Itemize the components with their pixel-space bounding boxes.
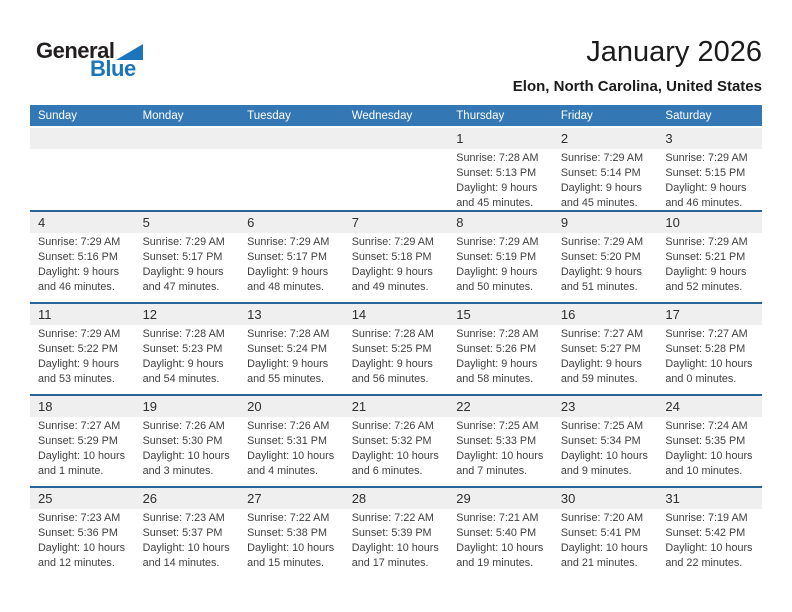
sunset-text: Sunset: 5:34 PM	[560, 435, 641, 447]
daylight-text-line2: and 10 minutes.	[665, 465, 743, 477]
day-number: 16	[560, 307, 576, 322]
day-cell-details	[344, 327, 449, 387]
sunset-text: Sunset: 5:38 PM	[247, 527, 327, 539]
sunset-text: Sunset: 5:42 PM	[665, 527, 746, 539]
day-number: 17	[665, 307, 680, 322]
daylight-text-line2: and 4 minutes.	[247, 465, 318, 477]
day-number: 18	[38, 399, 53, 414]
daylight-text-line1: Daylight: 10 hours	[38, 450, 126, 462]
weekday-header-row	[30, 105, 762, 126]
day-number: 30	[560, 491, 576, 506]
sunset-text: Sunset: 5:13 PM	[456, 167, 537, 179]
day-cell-details	[657, 151, 762, 211]
sunrise-text: Sunrise: 7:29 AM	[665, 152, 748, 164]
sunset-text: Sunset: 5:40 PM	[456, 527, 537, 539]
daylight-text-line1: Daylight: 10 hours	[351, 450, 439, 462]
calendar-table	[30, 105, 762, 578]
daylight-text-line2: and 48 minutes.	[247, 281, 324, 293]
daylight-text-line1: Daylight: 10 hours	[665, 542, 753, 554]
daylight-text-line2: and 58 minutes.	[456, 373, 534, 385]
sunrise-text: Sunrise: 7:29 AM	[665, 236, 748, 248]
daylight-text-line2: and 14 minutes.	[142, 557, 220, 569]
day-cell-details	[30, 235, 135, 295]
daylight-text-line2: and 47 minutes.	[142, 281, 220, 293]
day-number: 10	[665, 215, 680, 230]
sunrise-text: Sunrise: 7:22 AM	[351, 512, 434, 524]
daylight-text-line2: and 0 minutes.	[665, 373, 737, 385]
sunset-text: Sunset: 5:31 PM	[247, 435, 327, 447]
sunrise-text: Sunrise: 7:21 AM	[456, 512, 539, 524]
weekday-header-tuesday: Tuesday	[247, 109, 291, 122]
sunrise-text: Sunrise: 7:28 AM	[351, 328, 434, 340]
daylight-text-line1: Daylight: 10 hours	[247, 450, 335, 462]
day-number: 3	[665, 131, 673, 146]
day-number: 26	[142, 491, 158, 506]
day-number: 25	[38, 491, 53, 506]
daylight-text-line1: Daylight: 9 hours	[456, 358, 538, 370]
daylight-text-line2: and 55 minutes.	[247, 373, 324, 385]
day-cell-details	[239, 511, 344, 571]
day-number: 24	[665, 399, 680, 414]
day-cell-details	[30, 419, 135, 479]
sunrise-text: Sunrise: 7:25 AM	[560, 420, 644, 432]
day-cell-details	[553, 327, 658, 387]
daylight-text-line1: Daylight: 10 hours	[456, 450, 544, 462]
daylight-text-line2: and 53 minutes.	[38, 373, 115, 385]
day-cell-details	[135, 235, 240, 295]
day-number: 5	[142, 215, 150, 230]
sunrise-text: Sunrise: 7:29 AM	[142, 236, 225, 248]
daylight-text-line1: Daylight: 9 hours	[456, 182, 538, 194]
day-cell-details	[239, 419, 344, 479]
daylight-text-line2: and 9 minutes.	[560, 465, 632, 477]
day-number: 21	[351, 399, 367, 414]
sunrise-text: Sunrise: 7:19 AM	[665, 512, 748, 524]
sunrise-text: Sunrise: 7:29 AM	[560, 236, 644, 248]
daylight-text-line1: Daylight: 10 hours	[142, 450, 230, 462]
day-cell-details	[344, 235, 449, 295]
sunrise-text: Sunrise: 7:29 AM	[456, 236, 539, 248]
sunrise-text: Sunrise: 7:27 AM	[38, 420, 121, 432]
sunrise-text: Sunrise: 7:29 AM	[560, 152, 644, 164]
day-number: 13	[247, 307, 262, 322]
daylight-text-line1: Daylight: 9 hours	[560, 182, 642, 194]
day-cell-details	[135, 419, 240, 479]
daylight-text-line1: Daylight: 10 hours	[247, 542, 335, 554]
day-cell-details	[30, 327, 135, 387]
weekday-header-friday: Friday	[560, 109, 593, 122]
day-cell-details	[344, 419, 449, 479]
day-cell-details	[344, 151, 449, 211]
sunset-text: Sunset: 5:29 PM	[38, 435, 118, 447]
sunset-text: Sunset: 5:17 PM	[142, 251, 223, 263]
sunrise-text: Sunrise: 7:28 AM	[456, 152, 539, 164]
sunrise-text: Sunrise: 7:29 AM	[247, 236, 330, 248]
daylight-text-line2: and 3 minutes.	[142, 465, 214, 477]
week-row	[30, 394, 762, 486]
weekday-header-monday: Monday	[142, 109, 184, 122]
day-number: 4	[38, 215, 46, 230]
week-row	[30, 210, 762, 302]
day-number-band	[30, 212, 762, 233]
sunrise-text: Sunrise: 7:20 AM	[560, 512, 644, 524]
sunrise-text: Sunrise: 7:26 AM	[351, 420, 434, 432]
day-cell-details	[657, 419, 762, 479]
sunrise-text: Sunrise: 7:25 AM	[456, 420, 539, 432]
day-cell-details	[239, 235, 344, 295]
daylight-text-line2: and 52 minutes.	[665, 281, 743, 293]
day-cell-details	[448, 327, 553, 387]
daylight-text-line1: Daylight: 10 hours	[38, 542, 126, 554]
sunset-text: Sunset: 5:33 PM	[456, 435, 537, 447]
daylight-text-line1: Daylight: 10 hours	[456, 542, 544, 554]
sunset-text: Sunset: 5:16 PM	[38, 251, 118, 263]
sunrise-text: Sunrise: 7:29 AM	[351, 236, 434, 248]
day-number: 20	[247, 399, 262, 414]
week-row	[30, 302, 762, 394]
day-cell-details	[30, 151, 135, 211]
sunrise-text: Sunrise: 7:26 AM	[142, 420, 225, 432]
day-cell-details	[135, 511, 240, 571]
daylight-text-line2: and 6 minutes.	[351, 465, 423, 477]
day-cell-details	[657, 327, 762, 387]
sunset-text: Sunset: 5:36 PM	[38, 527, 118, 539]
daylight-text-line2: and 49 minutes.	[351, 281, 429, 293]
title-block	[513, 36, 762, 95]
day-cell-details	[448, 419, 553, 479]
day-cell-details	[448, 235, 553, 295]
sunset-text: Sunset: 5:21 PM	[665, 251, 746, 263]
daylight-text-line1: Daylight: 9 hours	[665, 266, 747, 278]
daylight-text-line2: and 17 minutes.	[351, 557, 429, 569]
day-number: 12	[142, 307, 158, 322]
sunrise-text: Sunrise: 7:23 AM	[38, 512, 121, 524]
sunrise-text: Sunrise: 7:22 AM	[247, 512, 330, 524]
day-details-row	[30, 233, 762, 295]
sunset-text: Sunset: 5:19 PM	[456, 251, 537, 263]
day-cell-details	[657, 511, 762, 571]
day-cell-details	[553, 419, 658, 479]
sunset-text: Sunset: 5:18 PM	[351, 251, 432, 263]
sunrise-text: Sunrise: 7:24 AM	[665, 420, 748, 432]
day-cell-details	[553, 235, 658, 295]
daylight-text-line2: and 54 minutes.	[142, 373, 220, 385]
day-number: 2	[560, 131, 569, 146]
daylight-text-line1: Daylight: 9 hours	[351, 358, 433, 370]
day-number: 23	[560, 399, 576, 414]
day-number-band	[30, 396, 762, 417]
daylight-text-line1: Daylight: 9 hours	[560, 266, 642, 278]
day-number: 9	[560, 215, 569, 230]
weekday-header-saturday: Saturday	[665, 109, 712, 122]
day-number-band	[30, 488, 762, 509]
daylight-text-line2: and 59 minutes.	[560, 373, 638, 385]
daylight-text-line1: Daylight: 9 hours	[142, 358, 224, 370]
daylight-text-line1: Daylight: 9 hours	[247, 358, 329, 370]
sunset-text: Sunset: 5:37 PM	[142, 527, 223, 539]
sunset-text: Sunset: 5:22 PM	[38, 343, 118, 355]
day-cell-details	[657, 235, 762, 295]
weeks-container	[30, 128, 762, 578]
sunset-text: Sunset: 5:20 PM	[560, 251, 641, 263]
day-cell-details	[448, 511, 553, 571]
sunrise-text: Sunrise: 7:27 AM	[665, 328, 748, 340]
daylight-text-line1: Daylight: 9 hours	[247, 266, 329, 278]
daylight-text-line2: and 19 minutes.	[456, 557, 534, 569]
sunset-text: Sunset: 5:41 PM	[560, 527, 641, 539]
weekday-header-thursday: Thursday	[456, 109, 505, 122]
day-cell-details	[135, 151, 240, 211]
day-number: 14	[351, 307, 367, 322]
day-number-band	[30, 128, 762, 149]
day-number: 31	[665, 491, 680, 506]
sunset-text: Sunset: 5:39 PM	[351, 527, 432, 539]
daylight-text-line1: Daylight: 10 hours	[665, 450, 753, 462]
day-number-band	[30, 304, 762, 325]
weekday-header-sunday: Sunday	[38, 109, 78, 122]
day-number: 29	[456, 491, 471, 506]
sunset-text: Sunset: 5:28 PM	[665, 343, 746, 355]
day-number: 11	[38, 307, 52, 322]
daylight-text-line2: and 45 minutes.	[560, 197, 638, 209]
daylight-text-line2: and 46 minutes.	[665, 197, 743, 209]
daylight-text-line1: Daylight: 9 hours	[351, 266, 433, 278]
day-cell-details	[239, 151, 344, 211]
weekday-header-wednesday: Wednesday	[351, 109, 413, 122]
day-details-row	[30, 149, 762, 211]
sunset-text: Sunset: 5:32 PM	[351, 435, 432, 447]
daylight-text-line2: and 51 minutes.	[560, 281, 638, 293]
day-number: 19	[142, 399, 158, 414]
day-number: 28	[351, 491, 367, 506]
day-number: 1	[456, 131, 464, 146]
sunset-text: Sunset: 5:23 PM	[142, 343, 223, 355]
daylight-text-line2: and 1 minute.	[38, 465, 104, 477]
daylight-text-line1: Daylight: 10 hours	[560, 542, 648, 554]
day-number: 22	[456, 399, 471, 414]
day-cell-details	[239, 327, 344, 387]
daylight-text-line1: Daylight: 9 hours	[38, 358, 120, 370]
daylight-text-line1: Daylight: 9 hours	[38, 266, 120, 278]
day-number: 15	[456, 307, 471, 322]
daylight-text-line1: Daylight: 9 hours	[142, 266, 224, 278]
daylight-text-line1: Daylight: 10 hours	[351, 542, 439, 554]
sunset-text: Sunset: 5:15 PM	[665, 167, 746, 179]
day-cell-details	[135, 327, 240, 387]
sunrise-text: Sunrise: 7:28 AM	[247, 328, 330, 340]
sunset-text: Sunset: 5:17 PM	[247, 251, 327, 263]
sunrise-text: Sunrise: 7:23 AM	[142, 512, 225, 524]
daylight-text-line2: and 46 minutes.	[38, 281, 115, 293]
daylight-text-line2: and 50 minutes.	[456, 281, 534, 293]
daylight-text-line2: and 12 minutes.	[38, 557, 115, 569]
day-number: 7	[351, 215, 359, 230]
logo-text-blue: Blue	[90, 56, 136, 81]
sunrise-text: Sunrise: 7:28 AM	[142, 328, 225, 340]
sunrise-text: Sunrise: 7:28 AM	[456, 328, 539, 340]
sunrise-text: Sunrise: 7:27 AM	[560, 328, 644, 340]
sunset-text: Sunset: 5:26 PM	[456, 343, 537, 355]
daylight-text-line1: Daylight: 9 hours	[665, 182, 747, 194]
week-row	[30, 486, 762, 578]
day-cell-details	[344, 511, 449, 571]
daylight-text-line1: Daylight: 9 hours	[560, 358, 642, 370]
daylight-text-line1: Daylight: 10 hours	[665, 358, 753, 370]
day-details-row	[30, 509, 762, 571]
daylight-text-line2: and 15 minutes.	[247, 557, 324, 569]
day-cell-details	[30, 511, 135, 571]
location-subtitle: Elon, North Carolina, United States	[512, 78, 762, 95]
daylight-text-line2: and 21 minutes.	[560, 557, 638, 569]
sunset-text: Sunset: 5:27 PM	[560, 343, 641, 355]
general-blue-logo	[36, 40, 143, 80]
sunset-text: Sunset: 5:30 PM	[142, 435, 223, 447]
day-number: 6	[247, 215, 255, 230]
daylight-text-line2: and 7 minutes.	[456, 465, 528, 477]
logo-text-general: General	[36, 38, 115, 63]
daylight-text-line2: and 45 minutes.	[456, 197, 534, 209]
day-details-row	[30, 417, 762, 479]
day-cell-details	[553, 151, 658, 211]
daylight-text-line1: Daylight: 10 hours	[560, 450, 648, 462]
day-details-row	[30, 325, 762, 387]
daylight-text-line1: Daylight: 9 hours	[456, 266, 538, 278]
sunset-text: Sunset: 5:14 PM	[560, 167, 641, 179]
sunrise-text: Sunrise: 7:29 AM	[38, 328, 121, 340]
month-title: January 2026	[586, 36, 762, 68]
sunrise-text: Sunrise: 7:26 AM	[247, 420, 330, 432]
day-cell-details	[448, 151, 553, 211]
day-number: 27	[247, 491, 262, 506]
daylight-text-line2: and 22 minutes.	[665, 557, 743, 569]
sunset-text: Sunset: 5:25 PM	[351, 343, 432, 355]
daylight-text-line1: Daylight: 10 hours	[142, 542, 230, 554]
day-cell-details	[553, 511, 658, 571]
sunset-text: Sunset: 5:24 PM	[247, 343, 327, 355]
sunset-text: Sunset: 5:35 PM	[665, 435, 746, 447]
week-row	[30, 128, 762, 210]
day-number: 8	[456, 215, 464, 230]
sunrise-text: Sunrise: 7:29 AM	[38, 236, 121, 248]
daylight-text-line2: and 56 minutes.	[351, 373, 429, 385]
